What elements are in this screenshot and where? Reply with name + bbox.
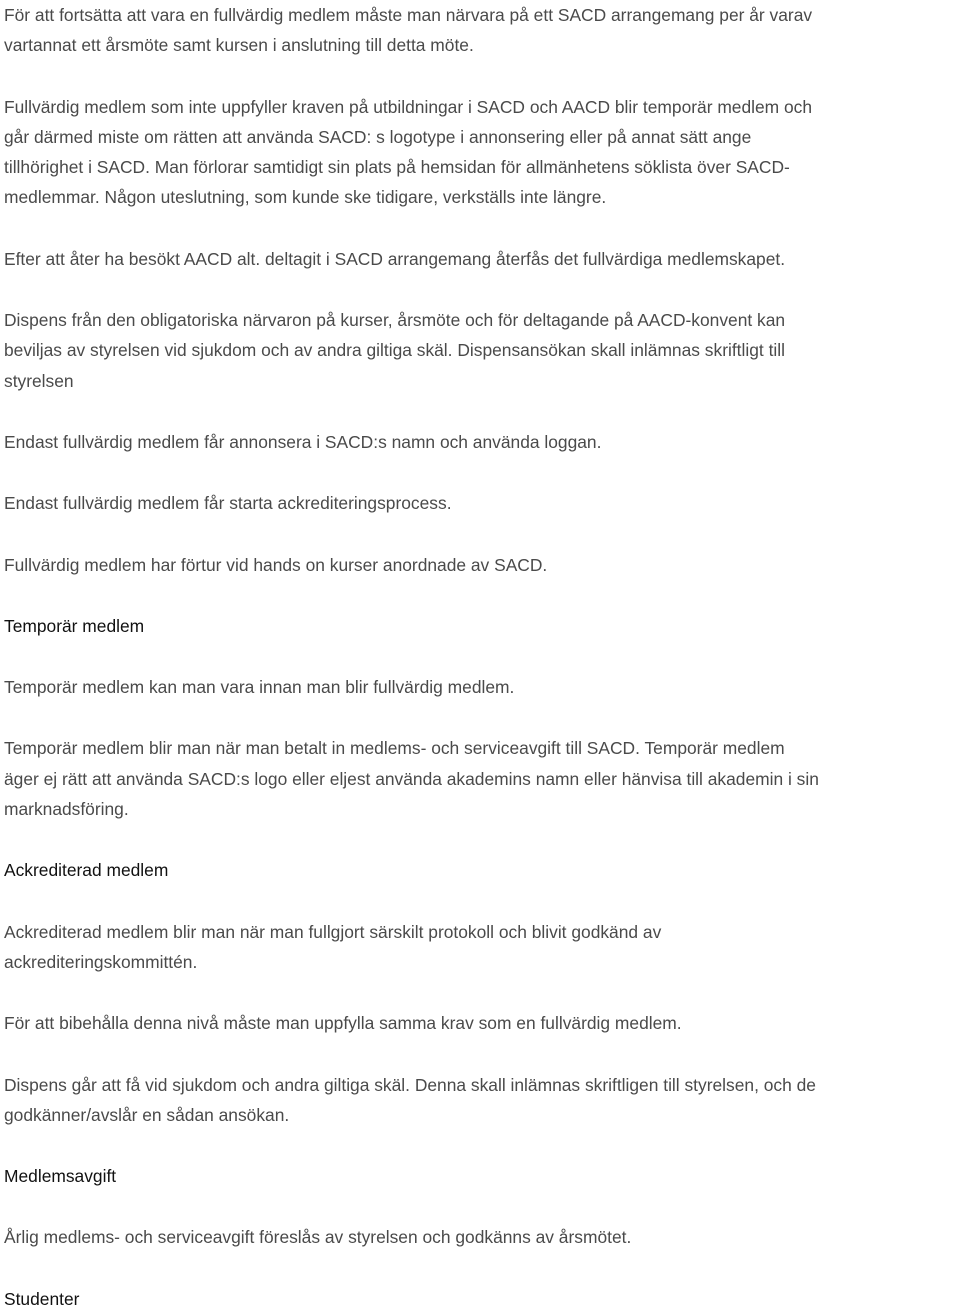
paragraph-advertising-right [4,427,960,457]
text-line: styrelsen [4,370,74,391]
section-heading-membership-fee [4,1161,960,1191]
paragraph-accredited-dispensation [4,1070,960,1131]
heading-text: Temporär medlem [4,615,145,636]
paragraph-temporary-before-full [4,672,960,702]
text-line: äger ej rätt att använda SACD:s logo eller eljest använda akademins namn eller hänvisa till akademin i sin [4,768,819,789]
paragraph-annual-fee [4,1222,960,1252]
text-line: Endast fullvärdig medlem får annonsera i SACD:s namn och använda loggan. [4,431,602,452]
section-heading-accredited-member [4,855,960,885]
text-line: För att fortsätta att vara en fullvärdig medlem måste man närvara på ett SACD arrangemang per år varav [4,5,813,25]
text-line: marknadsföring. [4,799,129,820]
paragraph-membership-requirement [4,0,960,61]
text-line: Dispens från den obligatoriska närvaron på kurser, årsmöte och för deltagande på AACD-konvent kan [4,310,786,331]
paragraph-accredited-how [4,917,960,978]
text-line: Temporär medlem blir man när man betalt in medlems- och serviceavgift till SACD. Temporär medlem [4,738,785,759]
text-line: tillhörighet i SACD. Man förlorar samtidigt sin plats på hemsidan för allmänhetens söklista över SACD- [4,157,790,178]
text-line: Fullvärdig medlem som inte uppfyller kraven på utbildningar i SACD och AACD blir temporär medlem och [4,96,813,117]
paragraph-course-priority [4,550,960,580]
text-line: vartannat ett årsmöte samt kursen i anslutning till detta möte. [4,35,474,56]
text-line: beviljas av styrelsen vid sjukdom och av andra giltiga skäl. Dispensansökan skall inlämnas skriftligt till [4,340,785,361]
paragraph-temporary-downgrade [4,92,960,213]
text-line: godkänner/avslår en sådan ansökan. [4,1104,290,1125]
paragraph-regain-membership [4,244,960,274]
text-line: Dispens går att få vid sjukdom och andra giltiga skäl. Denna skall inlämnas skriftligen till styrelsen, och de [4,1074,816,1095]
text-line: går därmed miste om rätten att använda SACD: s logotype i annonsering eller på annat sätt ange [4,126,752,147]
heading-text: Studenter [4,1288,80,1309]
paragraph-accredited-maintain [4,1008,960,1038]
paragraph-dispensation [4,305,960,396]
heading-text: Medlemsavgift [4,1166,117,1187]
text-line: Ackrediterad medlem blir man när man fullgjort särskilt protokoll och blivit godkänd av [4,921,662,942]
section-heading-temporary-member [4,611,960,641]
text-line: medlemmar. Någon uteslutning, som kunde ske tidigare, verkställs inte längre. [4,187,607,208]
section-heading-students [4,1284,960,1314]
text-line: För att bibehålla denna nivå måste man uppfylla samma krav som en fullvärdig medlem. [4,1013,682,1034]
heading-text: Ackrediterad medlem [4,860,169,881]
paragraph-accreditation-right [4,488,960,518]
text-line: Endast fullvärdig medlem får starta ackrediteringsprocess. [4,493,452,514]
text-line: Årlig medlems- och serviceavgift föreslås av styrelsen och godkänns av årsmötet. [4,1227,632,1248]
text-line: Temporär medlem kan man vara innan man blir fullvärdig medlem. [4,677,515,698]
text-line: Fullvärdig medlem har förtur vid hands on kurser anordnade av SACD. [4,554,548,575]
text-line: Efter att åter ha besökt AACD alt. deltagit i SACD arrangemang återfås det fullvärdiga medlemskapet. [4,248,786,269]
text-line: ackrediteringskommittén. [4,951,198,972]
paragraph-temporary-rules [4,733,960,824]
document-body [4,0,960,1314]
